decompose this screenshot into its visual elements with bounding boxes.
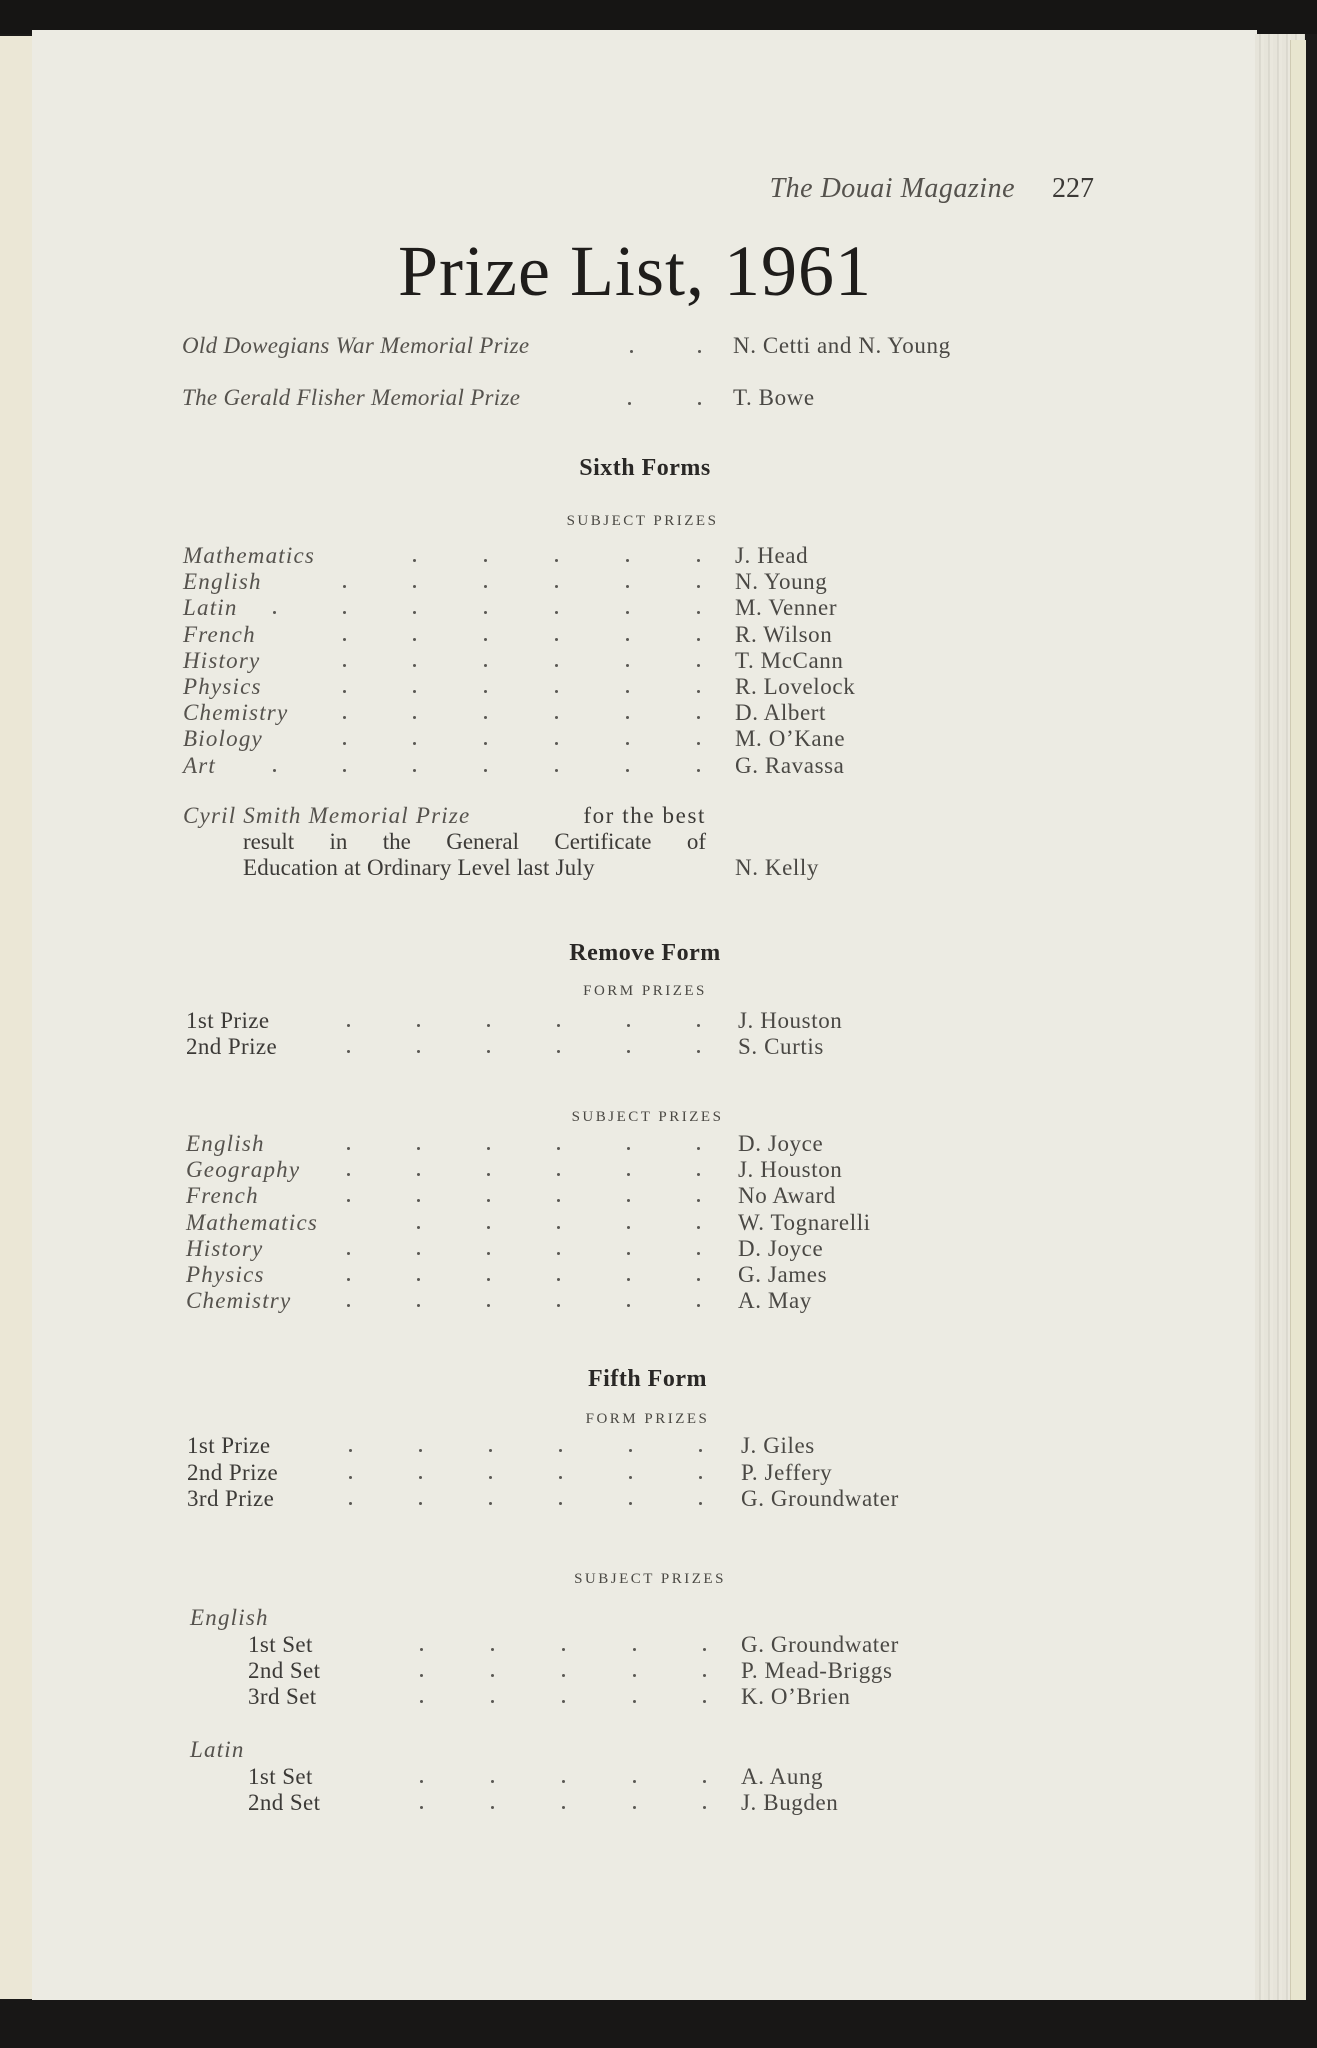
cyril-smith-line-3: Education at Ordinary Level last July xyxy=(243,855,595,880)
subject-label: Latin xyxy=(183,595,238,621)
place-label: 2nd Prize xyxy=(187,1459,279,1485)
leader-dot xyxy=(698,350,701,353)
place-label: 1st Prize xyxy=(186,1008,270,1033)
leader-dot xyxy=(557,1024,560,1027)
cyril-smith-line-2: result in the General Certificate of xyxy=(243,829,706,854)
leader-dot xyxy=(626,769,629,772)
leader-dot xyxy=(413,769,416,772)
subject-label: Mathematics xyxy=(183,543,316,568)
subject-group-label: English xyxy=(190,1605,269,1630)
prize-winner: T. Bowe xyxy=(733,385,815,410)
prize-winner: J. Houston xyxy=(738,1157,843,1183)
leader-dot xyxy=(699,1502,702,1505)
prize-winner: G. Groundwater xyxy=(741,1632,899,1657)
leader-dot xyxy=(491,1648,494,1651)
leader-dot xyxy=(347,1147,350,1150)
subject-label: History xyxy=(183,647,261,673)
prize-winner: No Award xyxy=(738,1183,836,1209)
leader-dot xyxy=(417,1050,420,1053)
place-label: 1st Prize xyxy=(187,1433,271,1458)
leader-dot xyxy=(343,690,346,693)
leader-dot xyxy=(559,1502,562,1505)
prize-winner: K. O’Brien xyxy=(741,1684,851,1710)
leader-dot xyxy=(697,1278,700,1281)
end-leaf xyxy=(1290,40,1306,2002)
prize-winner: J. Bugden xyxy=(741,1790,839,1816)
subheading-form-prizes: FORM PRIZES xyxy=(583,983,707,999)
subject-label: French xyxy=(183,621,256,647)
leader-dot xyxy=(273,769,276,772)
leader-dot xyxy=(697,1050,700,1053)
subject-group-label: Latin xyxy=(190,1737,245,1762)
leader-dot xyxy=(557,1050,560,1053)
subject-label: Geography xyxy=(186,1157,301,1183)
prize-winner: G. James xyxy=(738,1262,828,1287)
place-label: 2nd Prize xyxy=(186,1034,278,1059)
section-heading-remove-form: Remove Form xyxy=(569,940,721,966)
set-label: 3rd Set xyxy=(248,1684,317,1710)
leader-dot xyxy=(703,1648,706,1651)
leader-dot xyxy=(487,1278,490,1281)
leader-dot xyxy=(487,1226,490,1229)
leader-dot xyxy=(489,1502,492,1505)
leader-dot xyxy=(347,1024,350,1027)
leader-dot xyxy=(629,1502,632,1505)
leader-dot xyxy=(697,690,700,693)
leader-dot xyxy=(413,664,416,667)
leader-dot xyxy=(629,1476,632,1479)
leader-dot xyxy=(419,1476,422,1479)
facing-page-edge xyxy=(0,36,34,1999)
prize-winner: A. May xyxy=(738,1288,812,1314)
leader-dot xyxy=(349,1476,352,1479)
leader-dot xyxy=(555,664,558,667)
leader-dot xyxy=(697,1147,700,1150)
subject-label: Mathematics xyxy=(186,1209,319,1235)
running-header-page-number: 227 xyxy=(1052,173,1094,204)
prize-winner: S. Curtis xyxy=(738,1034,824,1059)
leader-dot xyxy=(626,638,629,641)
leader-dot xyxy=(555,559,558,562)
subject-label: History xyxy=(186,1235,264,1261)
leader-dot xyxy=(347,1278,350,1281)
leader-dot xyxy=(557,1226,560,1229)
leader-dot xyxy=(562,1780,565,1783)
leader-dot xyxy=(630,350,633,353)
running-header-magazine: The Douai Magazine xyxy=(769,173,1015,204)
leader-dot xyxy=(555,769,558,772)
prize-winner: M. O’Kane xyxy=(735,726,846,752)
leader-dot xyxy=(697,664,700,667)
leader-dot xyxy=(417,1252,420,1255)
leader-dot xyxy=(557,1252,560,1255)
leader-dot xyxy=(562,1648,565,1651)
section-heading-fifth-form: Fifth Form xyxy=(588,1366,707,1392)
subject-label: Chemistry xyxy=(183,700,289,726)
leader-dot xyxy=(484,638,487,641)
leader-dot xyxy=(349,1502,352,1505)
leader-dot xyxy=(489,1476,492,1479)
prize-winner: G. Groundwater xyxy=(741,1486,899,1511)
page-title: Prize List, 1961 xyxy=(398,231,872,311)
prize-winner: R. Lovelock xyxy=(735,674,856,699)
leader-dot xyxy=(417,1226,420,1229)
prize-winner: D. Joyce xyxy=(738,1235,824,1261)
leader-dot xyxy=(628,402,631,405)
prize-winner: G. Ravassa xyxy=(735,752,845,778)
set-label: 2nd Set xyxy=(248,1790,321,1816)
leader-dot xyxy=(491,1780,494,1783)
prize-label: Old Dowegians War Memorial Prize xyxy=(182,333,530,358)
prize-winner: D. Albert xyxy=(735,700,826,726)
leader-dot xyxy=(627,1226,630,1229)
subject-label: English xyxy=(183,569,262,595)
leader-dot xyxy=(484,690,487,693)
prize-winner: M. Venner xyxy=(735,595,838,621)
leader-dot xyxy=(417,1278,420,1281)
leader-dot xyxy=(349,1449,352,1452)
set-label: 2nd Set xyxy=(248,1658,321,1684)
leader-dot xyxy=(347,1252,350,1255)
leader-dot xyxy=(697,1252,700,1255)
set-label: 1st Set xyxy=(248,1764,313,1789)
leader-dot xyxy=(697,769,700,772)
leader-dot xyxy=(627,1252,630,1255)
leader-dot xyxy=(419,1449,422,1452)
leader-dot xyxy=(627,1278,630,1281)
leader-dot xyxy=(487,1050,490,1053)
subject-label: Chemistry xyxy=(186,1288,292,1314)
subject-label: Biology xyxy=(183,726,263,752)
prize-winner: N. Young xyxy=(735,569,828,595)
subheading-subject-prizes: SUBJECT PRIZES xyxy=(566,513,719,529)
subject-label: Physics xyxy=(186,1262,265,1287)
prize-label: The Gerald Flisher Memorial Prize xyxy=(182,385,521,410)
leader-dot xyxy=(627,1147,630,1150)
leader-dot xyxy=(413,638,416,641)
cyril-smith-prize-name: Cyril Smith Memorial Prize xyxy=(183,803,471,828)
subject-label: English xyxy=(186,1131,265,1156)
leader-dot xyxy=(629,1449,632,1452)
leader-dot xyxy=(633,1780,636,1783)
prize-winner: W. Tognarelli xyxy=(738,1209,871,1235)
prize-winner: J. Head xyxy=(735,543,809,568)
leader-dot xyxy=(559,1476,562,1479)
leader-dot xyxy=(626,664,629,667)
leader-dot xyxy=(484,559,487,562)
leader-dot xyxy=(487,1252,490,1255)
prize-winner: D. Joyce xyxy=(738,1131,824,1156)
leader-dot xyxy=(699,1476,702,1479)
leader-dot xyxy=(626,559,629,562)
leader-dot xyxy=(420,1780,423,1783)
subject-label: French xyxy=(186,1183,259,1209)
subject-label: Physics xyxy=(183,674,262,699)
leader-dot xyxy=(487,1147,490,1150)
cyril-smith-winner: N. Kelly xyxy=(735,855,820,880)
leader-dot xyxy=(627,1024,630,1027)
leader-dot xyxy=(419,1502,422,1505)
leader-dot xyxy=(697,1226,700,1229)
prize-winner: P. Jeffery xyxy=(741,1459,833,1485)
leader-dot xyxy=(703,1780,706,1783)
prize-winner: T. McCann xyxy=(735,647,844,673)
prize-winner: P. Mead-Briggs xyxy=(741,1658,893,1684)
prize-winner: A. Aung xyxy=(741,1764,824,1789)
prize-winner: J. Houston xyxy=(738,1008,843,1033)
leader-dot xyxy=(347,1050,350,1053)
leader-dot xyxy=(420,1648,423,1651)
place-label: 3rd Prize xyxy=(187,1486,275,1511)
leader-dot xyxy=(555,638,558,641)
book-cover-top xyxy=(0,0,1317,34)
section-heading-sixth-forms: Sixth Forms xyxy=(579,455,711,481)
leader-dot xyxy=(633,1648,636,1651)
leader-dot xyxy=(557,1147,560,1150)
leader-dot xyxy=(697,559,700,562)
leader-dot xyxy=(559,1449,562,1452)
prize-winner: N. Cetti and N. Young xyxy=(733,333,951,358)
leader-dot xyxy=(627,1050,630,1053)
leader-dot xyxy=(343,664,346,667)
subject-label: Art xyxy=(183,752,216,778)
leader-dot xyxy=(484,664,487,667)
leader-dot xyxy=(417,1024,420,1027)
leader-dot xyxy=(413,690,416,693)
leader-dot xyxy=(557,1278,560,1281)
leader-dot xyxy=(417,1147,420,1150)
cyril-smith-line-1-rest: for the best xyxy=(583,803,706,828)
cyril-smith-line-1 xyxy=(183,804,706,827)
subheading-form-prizes: FORM PRIZES xyxy=(585,1411,710,1427)
leader-dot xyxy=(343,769,346,772)
leader-dot xyxy=(698,402,701,405)
leader-dot xyxy=(489,1449,492,1452)
book-cover-bottom xyxy=(0,2000,1317,2048)
prize-winner: R. Wilson xyxy=(735,621,833,647)
leader-dot xyxy=(413,559,416,562)
leader-dot xyxy=(697,638,700,641)
leader-dot xyxy=(555,690,558,693)
set-label: 1st Set xyxy=(248,1632,313,1657)
leader-dot xyxy=(697,1024,700,1027)
prize-winner: J. Giles xyxy=(741,1433,815,1458)
subheading-subject-prizes: SUBJECT PRIZES xyxy=(574,1571,726,1587)
leader-dot xyxy=(487,1024,490,1027)
leader-dot xyxy=(626,690,629,693)
leader-dot xyxy=(484,769,487,772)
subheading-subject-prizes: SUBJECT PRIZES xyxy=(571,1109,724,1125)
leader-dot xyxy=(343,638,346,641)
leader-dot xyxy=(699,1449,702,1452)
